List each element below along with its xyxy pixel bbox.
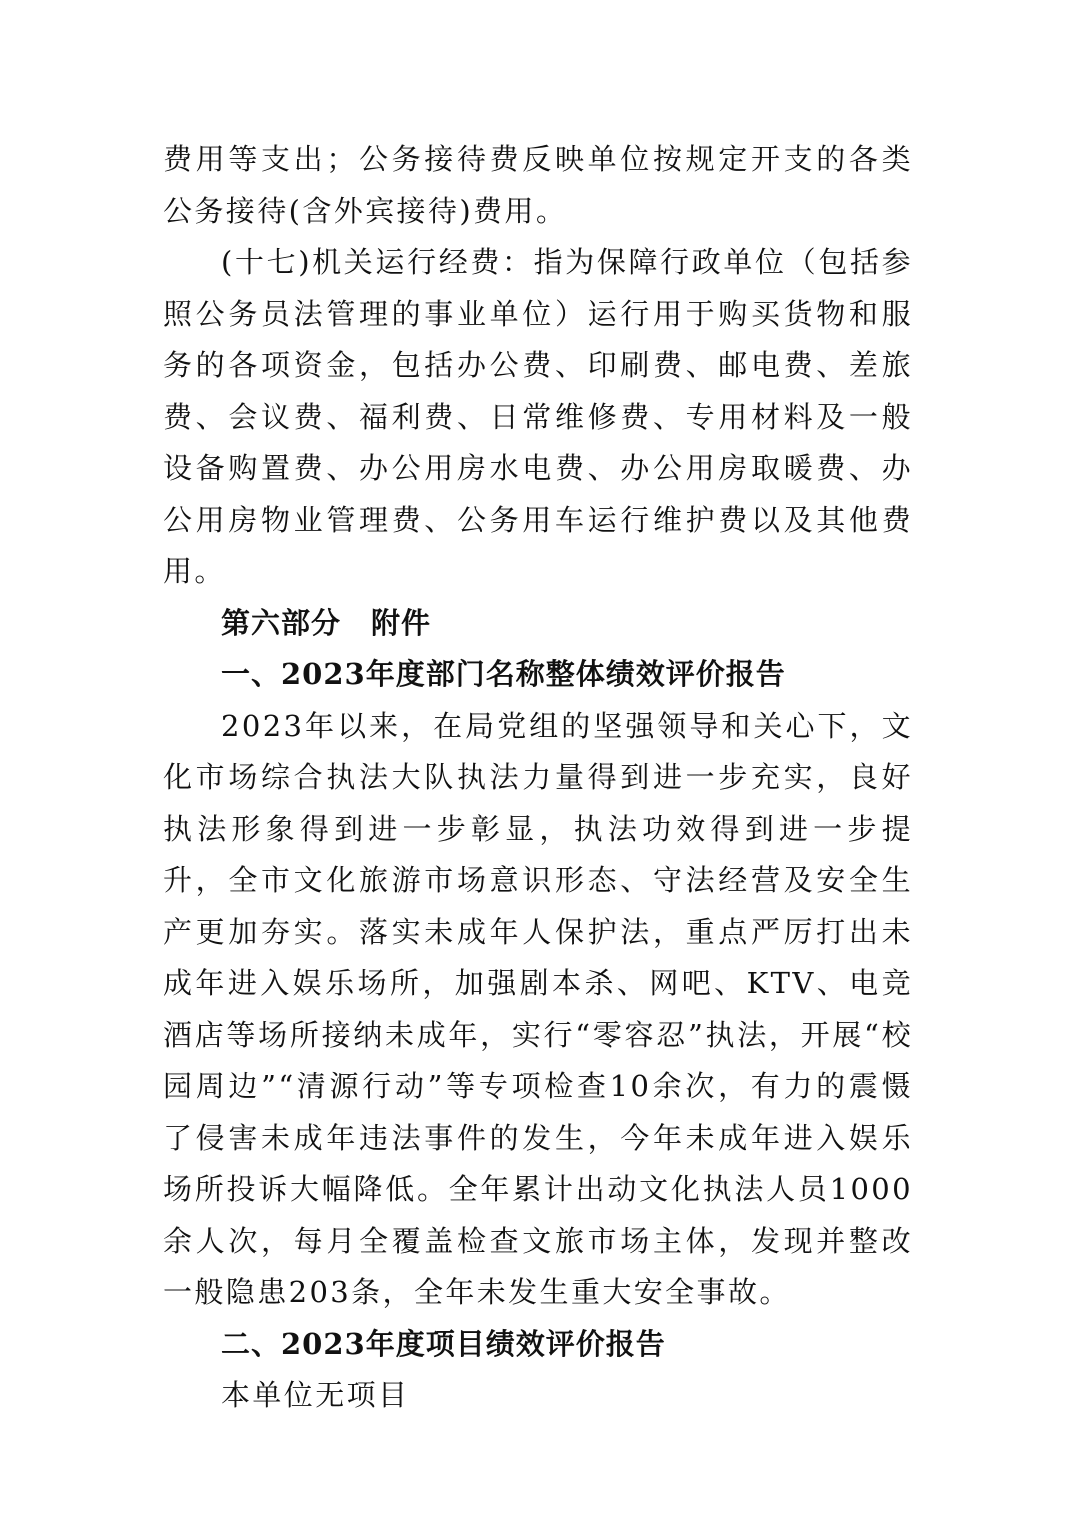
document-body [163, 134, 913, 1422]
subheading-overall-performance-report: 一、2023年度部门名称整体绩效评价报告 [221, 657, 786, 691]
paragraph-office-operating-expenses: (十七)机关运行经费：指为保障行政单位（包括参照公务员法管理的事业单位）运行用于购买货物和服务的各项资金，包括办公费、印刷费、邮电费、差旅费、会议费、福利费、日常维修费、专用材料及一般设备购置费、办公用房水电费、办公用房取暖费、办公用房物业管理费、公务用车运行维护费以及其他费用。 [163, 245, 913, 588]
paragraph-overall-performance: 2023年以来，在局党组的坚强领导和关心下，文化市场综合执法大队执法力量得到进一步充实，良好执法形象得到进一步彰显，执法功效得到进一步提升，全市文化旅游市场意识形态、守法经营及安全生产更加夯实。落实未成年人保护法，重点严厉打出未成年进入娱乐场所，加强剧本杀、网吧、KTV、电竞酒店等场所接纳未成年，实行“零容忍”执法，开展“校园周边”“清源行动”等专项检查10余次，有力的震慑了侵害未成年违法事件的发生，今年未成年进入娱乐场所投诉大幅降低。全年累计出动文化执法人员1000余人次，每月全覆盖检查文旅市场主体，发现并整改一般隐患203条，全年未发生重大安全事故。 [163, 708, 913, 1309]
subheading-project-performance-report: 二、2023年度项目绩效评价报告 [221, 1326, 666, 1361]
section-heading-attachments: 第六部分 附件 [221, 605, 432, 640]
paragraph-continued: 费用等支出；公务接待费反映单位按规定开支的各类公务接待(含外宾接待)费用。 [163, 142, 913, 228]
paragraph-no-projects: 本单位无项目 [221, 1378, 410, 1412]
